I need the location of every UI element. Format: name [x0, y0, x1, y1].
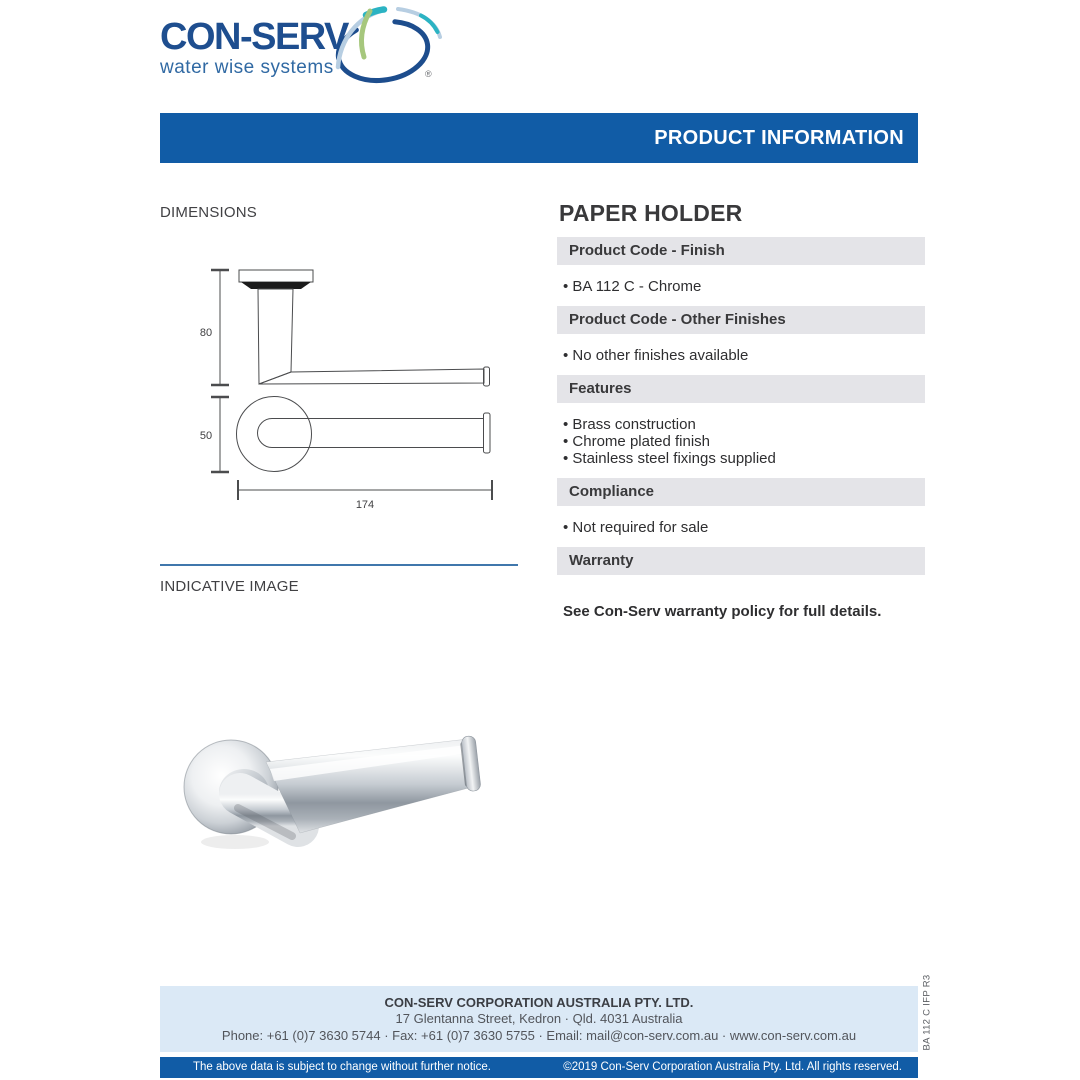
footer-contacts: Phone: +61 (0)7 3630 5744 · Fax: +61 (0)7 3630 5755 · Email: mail@con-serv.com.au · www.con-serv.com.au: [221, 1027, 857, 1043]
product-title: PAPER HOLDER: [559, 200, 743, 226]
spec-bullets-product-code-finish: [563, 278, 925, 295]
bullet-item: • Not required for sale: [563, 519, 925, 536]
product-photo: [180, 712, 510, 890]
dim-length-label: 174: [355, 499, 375, 511]
product-spec-column: [557, 200, 925, 620]
dimension-drawing: [190, 258, 510, 520]
dim-diameter-label: 50: [199, 430, 213, 442]
logo-wordmark: CON-SERV: [160, 16, 348, 58]
flange-front: [237, 397, 312, 472]
spec-header-label: Warranty: [569, 552, 634, 569]
bullet-item: • Chrome plated finish: [563, 433, 925, 450]
banner-title: PRODUCT INFORMATION: [654, 127, 904, 149]
spec-header-label: Product Code - Other Finishes: [569, 311, 786, 328]
document-side-code: BA 112 C IFP R3: [921, 974, 933, 1051]
footer-legal-bar: [160, 1057, 918, 1078]
product-information-banner: [160, 113, 918, 163]
arm-front: [258, 419, 485, 448]
bullet-item: • Stainless steel fixings supplied: [563, 450, 925, 467]
conserv-logo: [160, 16, 460, 96]
spec-header-warranty: [557, 547, 925, 575]
wall-plate-side: [239, 270, 313, 282]
water-swirl-icon: [326, 5, 446, 99]
spec-header-product-code-finish: [557, 237, 925, 265]
bullet-item: • Brass construction: [563, 416, 925, 433]
photo-shadow: [201, 835, 269, 849]
dim-height-label: 80: [199, 327, 213, 339]
spec-header-features: [557, 375, 925, 403]
footer-address: 17 Glentanna Street, Kedron · Qld. 4031 Australia: [395, 1011, 683, 1026]
spec-header-label: Compliance: [569, 483, 655, 500]
spec-header-other-finishes: [557, 306, 925, 334]
logo-tagline: water wise systems: [160, 57, 334, 78]
spec-header-label: Features: [569, 380, 632, 397]
registered-mark: ®: [425, 69, 432, 79]
spec-bullets-other-finishes: [563, 347, 925, 364]
spec-bullets-compliance: [563, 519, 925, 536]
footer-copyright: ©2019 Con-Serv Corporation Australia Pty. Ltd. All rights reserved.: [563, 1061, 902, 1073]
bullet-item: • No other finishes available: [563, 347, 925, 364]
spec-header-compliance: [557, 478, 925, 506]
spec-header-label: Product Code - Finish: [569, 242, 725, 259]
spec-bullets-features: [563, 416, 925, 467]
dimensions-heading: DIMENSIONS: [160, 204, 258, 221]
warranty-note: See Con-Serv warranty policy for full details.: [563, 603, 882, 620]
footer-notice: The above data is subject to change without further notice.: [193, 1061, 491, 1073]
section-divider: [160, 564, 518, 566]
arm-side: [259, 369, 484, 384]
plate-shadow: [241, 282, 311, 289]
bullet-item: • BA 112 C - Chrome: [563, 278, 925, 295]
end-cap-front: [484, 413, 491, 453]
indicative-image-heading: INDICATIVE IMAGE: [160, 578, 299, 595]
stem-side: [258, 289, 293, 384]
footer-company: CON-SERV CORPORATION AUSTRALIA PTY. LTD.: [384, 995, 694, 1010]
footer-contact-block: [160, 986, 918, 1052]
